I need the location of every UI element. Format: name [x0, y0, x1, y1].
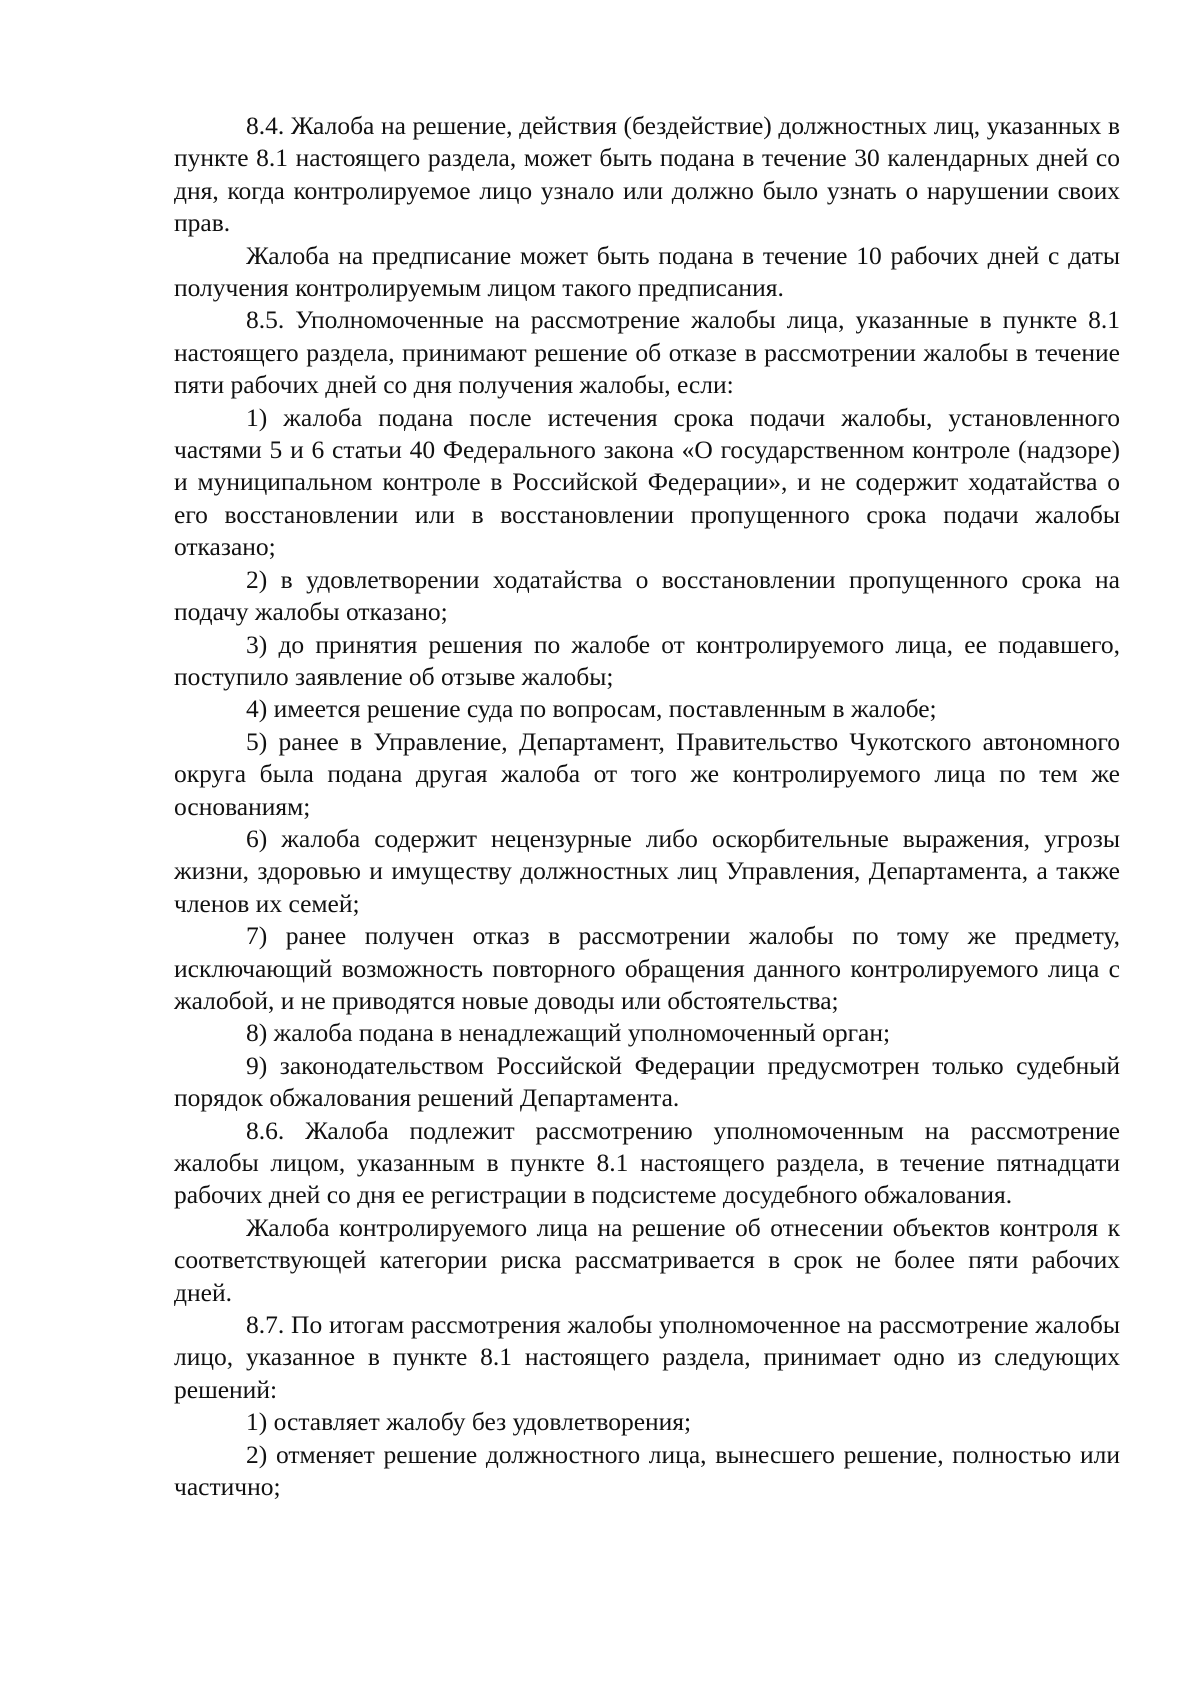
- list-item-8-5-6: 6) жалоба содержит нецензурные либо оскорбительные выражения, угрозы жизни, здоровью и имуществу должностных лиц Управления, Департамента, а также членов их семей;: [174, 823, 1120, 918]
- list-item-8-5-3: 3) до принятия решения по жалобе от контролируемого лица, ее подавшего, поступило заявление об отзыве жалобы;: [174, 629, 1120, 691]
- list-item-8-5-7: 7) ранее получен отказ в рассмотрении жалобы по тому же предмету, исключающий возможность повторного обращения данного контролируемого лица с жалобой, и не приводятся новые доводы или обстоятельства;: [174, 921, 1120, 1015]
- document-page: [174, 110, 1120, 1503]
- list-item-8-5-4: 4) имеется решение суда по вопросам, поставленным в жалобе;: [246, 694, 937, 724]
- paragraph-8-5: 8.5. Уполномоченные на рассмотрение жалобы лица, указанные в пункте 8.1 настоящего раздела, принимают решение об отказе в рассмотрении жалобы в течение пяти рабочих дней со дня получения жалобы, если:: [174, 305, 1120, 400]
- list-item-8-7-2: 2) отменяет решение должностного лица, вынесшего решение, полностью или частично;: [174, 1439, 1120, 1502]
- paragraph-8-6: 8.6. Жалоба подлежит рассмотрению уполномоченным на рассмотрение жалобы лицом, указанным в пункте 8.1 настоящего раздела, в течение пятнадцати рабочих дней со дня ее регистрации в подсистеме досудебного обжалования.: [174, 1115, 1120, 1210]
- list-item-8-5-2: 2) в удовлетворении ходатайства о восстановлении пропущенного срока на подачу жалобы отказано;: [174, 564, 1120, 627]
- list-item-8-5-8: 8) жалоба подана в ненадлежащий уполномоченный орган;: [246, 1018, 891, 1048]
- list-item-8-5-9: 9) законодательством Российской Федерации предусмотрен только судебный порядок обжалования решений Департамента.: [174, 1050, 1120, 1113]
- paragraph-prescription-complaint: Жалоба на предписание может быть подана в течение 10 рабочих дней с даты получения контролируемым лицом такого предписания.: [174, 240, 1120, 303]
- paragraph-risk-category-complaint: Жалоба контролируемого лица на решение об отнесении объектов контроля к соответствующей категории риска рассматривается в срок не более пяти рабочих дней.: [174, 1212, 1120, 1307]
- list-item-8-7-1: 1) оставляет жалобу без удовлетворения;: [246, 1407, 692, 1437]
- list-item-8-5-1: 1) жалоба подана после истечения срока подачи жалобы, установленного частями 5 и 6 статьи 40 Федерального закона «О государственном контроле (надзоре) и муниципальном контроле в Российской Федерации», и не содержит ходатайства о его восстановлении или в восстановлении пропущенного срока подачи жалобы отказано;: [174, 402, 1120, 562]
- paragraph-8-4: 8.4. Жалоба на решение, действия (бездействие) должностных лиц, указанных в пункте 8.1 настоящего раздела, может быть подана в течение 30 календарных дней со дня, когда контролируемое лицо узнало или должно было узнать о нарушении своих прав.: [174, 111, 1120, 238]
- list-item-8-5-5: 5) ранее в Управление, Департамент, Правительство Чукотского автономного округа была подана другая жалоба от того же контролируемого лица по тем же основаниям;: [174, 726, 1120, 821]
- paragraph-8-7: 8.7. По итогам рассмотрения жалобы уполномоченное на рассмотрение жалобы лицо, указанное в пункте 8.1 настоящего раздела, принимает одно из следующих решений:: [174, 1310, 1120, 1404]
